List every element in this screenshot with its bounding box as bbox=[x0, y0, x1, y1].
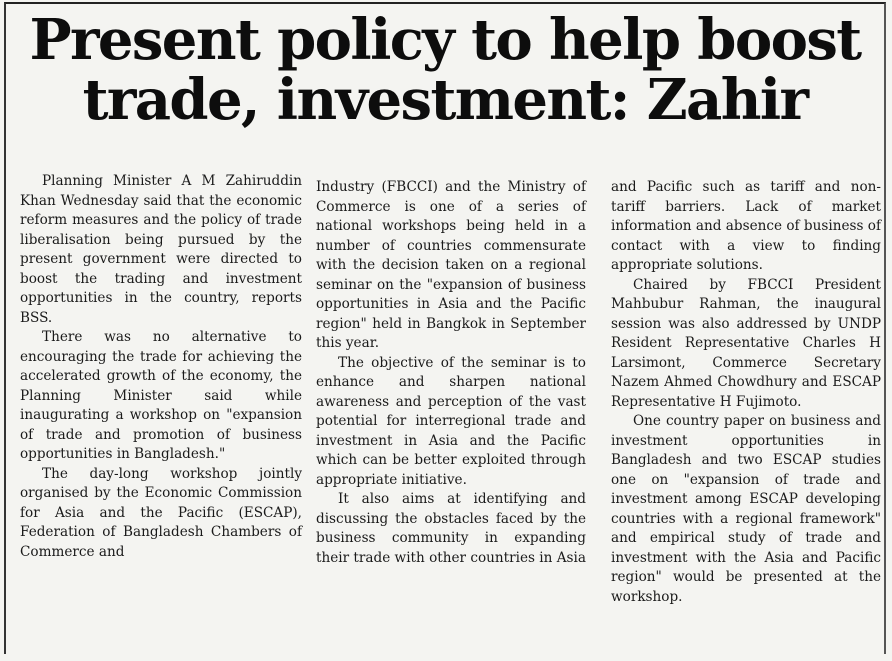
paragraph: There was no alternative to encouraging the trade for achieving the accelerated growth of the economy, the Planning Minister said while inaugurating a workshop on "expansion of trade and promotion of business opportunities in Bangladesh." bbox=[20, 329, 302, 462]
paragraph: The objective of the seminar is to enhance and sharpen national awareness and perception of the vast potential for interregional trade and investment in Asia and the Pacific which can be better exploited through appropriate initiative. bbox=[316, 354, 586, 488]
headline bbox=[6, 7, 884, 133]
paragraph: The day-long workshop jointly organised by the Economic Commission for Asia and the Pacific (ESCAP), Federation of Bangladesh Chambers of Commerce and bbox=[20, 465, 302, 560]
paragraph: One country paper on business and investment opportunities in Bangladesh and two ESCAP studies one on "expansion of trade and investment among ESCAP developing countries with a regional framework" and empirical study of trade and investment with the Asia and Pacific region" would be presented at the workshop. bbox=[611, 413, 881, 605]
paragraph: Industry (FBCCI) and the Ministry of Commerce is one of a series of national workshops being held in a number of countries commensurate with the decision taken on a regional seminar on the "expansion of business opportunities in Asia and the Pacific region" held in Bangkok in September this year. bbox=[316, 179, 586, 351]
headline-line-1: Present policy to help boost bbox=[29, 7, 861, 73]
column-2 bbox=[316, 178, 586, 568]
paragraph: It also aims at identifying and discussing the obstacles faced by the business community in expanding their trade with other countries in Asia bbox=[316, 491, 586, 566]
headline-line-2: trade, investment: Zahir bbox=[82, 67, 808, 133]
paragraph: Chaired by FBCCI President Mahbubur Rahman, the inaugural session was also addressed by UNDP Resident Representative Charles H Larsimont, Commerce Secretary Nazem Ahmed Chowdhury and ESCAP Representative H Fujimoto. bbox=[611, 276, 881, 410]
paragraph: and Pacific such as tariff and non- tariff barriers. Lack of market information and absence of business of contact with a view to finding appropriate solutions. bbox=[611, 179, 881, 273]
column-3 bbox=[611, 178, 881, 607]
column-1 bbox=[20, 172, 302, 562]
article-body bbox=[6, 170, 884, 654]
paragraph: Planning Minister A M Zahiruddin Khan Wednesday said that the economic reform measures and the policy of trade liberalisation being pursued by the present government were directed to boost the trading and investment opportunities in the country, reports BSS. bbox=[20, 173, 302, 326]
newspaper-clipping bbox=[4, 2, 886, 654]
